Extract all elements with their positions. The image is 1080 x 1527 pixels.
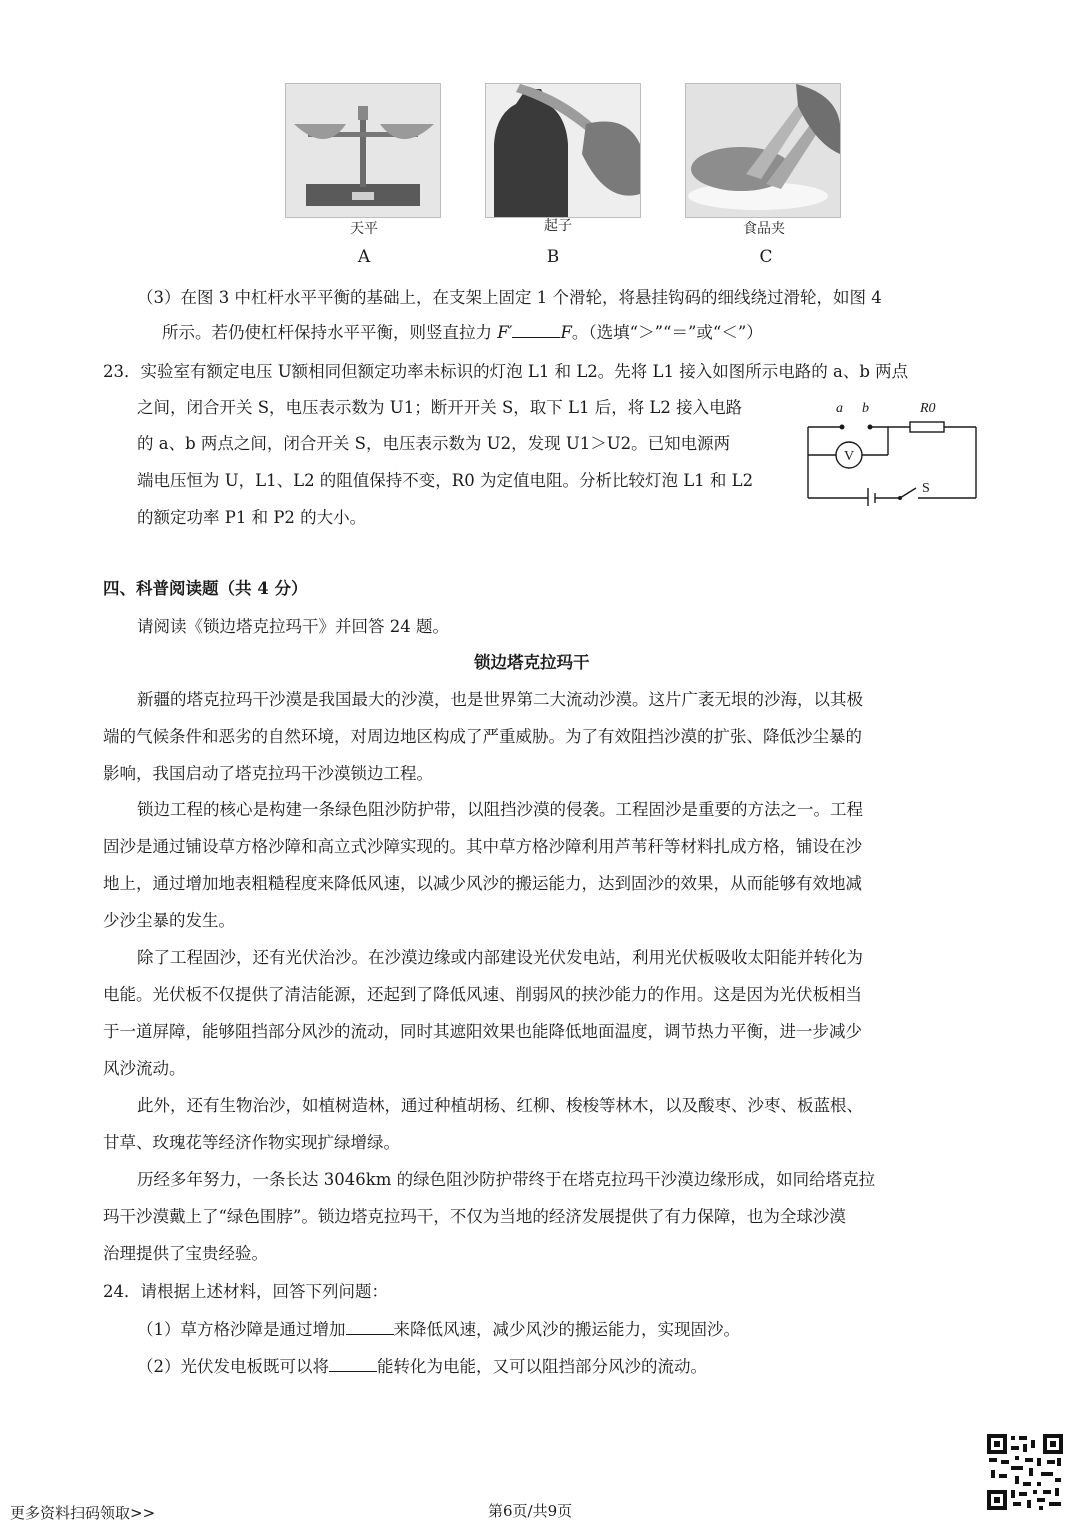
q22-3-line2: [162, 322, 763, 344]
page-number: 第6页/共9页: [488, 1502, 573, 1520]
voltmeter-label: V: [844, 449, 855, 464]
balance-image: [285, 83, 441, 218]
q24-stem: 24．请根据上述材料，回答下列问题：: [103, 1282, 388, 1301]
footer-promo[interactable]: 更多资料扫码领取>>: [10, 1504, 156, 1522]
option-a: A: [357, 247, 371, 267]
article-line: 治理提供了宝贵经验。: [103, 1244, 268, 1263]
q24-sub2-post: 能转化为电能，又可以阻挡部分风沙的流动。: [377, 1357, 707, 1376]
circuit-label-s: S: [922, 481, 930, 496]
circuit-label-r0: R0: [920, 401, 936, 416]
f-symbol: F: [560, 323, 572, 342]
article-line: 端的气候条件和恶劣的自然环境，对周边地区构成了严重威胁。为了有效阻挡沙漠的扩张、降低沙尘暴的: [103, 727, 862, 746]
bottle-opener-image: [485, 83, 641, 218]
food-tongs-image: [685, 83, 841, 218]
circuit-label-b: b: [862, 401, 869, 416]
article-line: 新疆的塔克拉玛干沙漠是我国最大的沙漠，也是世界第二大流动沙漠。这片广袤无垠的沙海，以其极: [137, 690, 863, 709]
qr-code-icon[interactable]: [985, 1432, 1065, 1512]
circuit-label-a: a: [836, 401, 843, 416]
article-line: 于一道屏障，能够阻挡部分风沙的流动，同时其遮阳效果也能降低地面温度，调节热力平衡，进一步减少: [103, 1022, 862, 1041]
article-line: 甘草、玫瑰花等经济作物实现扩绿增绿。: [103, 1133, 400, 1152]
q22-3-line2-post: 。（选填“＞”“＝”或“＜”）: [571, 323, 763, 342]
article-title: 锁边塔克拉玛干: [474, 653, 590, 672]
article-line: 地上，通过增加地表粗糙程度来降低风速，以减少风沙的搬运能力，达到固沙的效果，从而能够有效地减: [103, 874, 862, 893]
option-c: C: [759, 247, 773, 267]
q23-line3: 的 a、b 两点之间，闭合开关 S，电压表示数为 U2，发现 U1＞U2。已知电源两: [137, 434, 731, 453]
article-line: 少沙尘暴的发生。: [103, 911, 235, 930]
q24-sub2-pre: （2）光伏发电板既可以将: [137, 1357, 329, 1376]
circuit-diagram: [800, 394, 985, 506]
article-line: 玛干沙漠戴上了“绿色围脖”。锁边塔克拉玛干，不仅为当地的经济发展提供了有力保障，也为全球沙漠: [103, 1207, 846, 1226]
image-caption-b: 起子: [544, 218, 572, 234]
f-prime-symbol: F′: [497, 323, 513, 342]
q23-line2: 之间，闭合开关 S，电压表示数为 U1；断开开关 S，取下 L1 后，将 L2 接入电路: [137, 398, 743, 417]
article-line: 电能。光伏板不仅提供了清洁能源，还起到了降低风速、削弱风的挟沙能力的作用。这是因为光伏板相当: [103, 985, 862, 1004]
section4-intro: 请阅读《锁边塔克拉玛干》并回答 24 题。: [137, 617, 449, 636]
q24-sub1-pre: （1）草方格沙障是通过增加: [137, 1320, 346, 1339]
article-line: 影响，我国启动了塔克拉玛干沙漠锁边工程。: [103, 764, 433, 783]
q24-sub1: [137, 1319, 740, 1341]
q24-sub1-post: 来降低风速，减少风沙的搬运能力，实现固沙。: [393, 1320, 740, 1339]
article-line: 固沙是通过铺设草方格沙障和高立式沙障实现的。其中草方格沙障利用芦苇秆等材料扎成方格，铺设在沙: [103, 837, 862, 856]
image-caption-a: 天平: [350, 221, 378, 237]
article-line: 此外，还有生物治沙，如植树造林，通过种植胡杨、红柳、梭梭等林木，以及酸枣、沙枣、板蓝根、: [137, 1096, 863, 1115]
image-caption-c: 食品夹: [743, 221, 785, 237]
answer-blank[interactable]: [512, 323, 560, 338]
q24-sub2: [137, 1356, 707, 1378]
section4-heading: 四、科普阅读题（共 4 分）: [103, 579, 308, 598]
answer-blank[interactable]: [346, 1320, 394, 1335]
answer-blank[interactable]: [329, 1357, 377, 1372]
option-b: B: [546, 247, 560, 267]
q22-3-line1: （3）在图 3 中杠杆水平平衡的基础上，在支架上固定 1 个滑轮，将悬挂钩码的细线绕过滑轮，如图 4: [137, 288, 882, 307]
q22-3-line2-pre: 所示。若仍使杠杆保持水平平衡，则竖直拉力: [162, 323, 498, 342]
article-line: 风沙流动。: [103, 1059, 186, 1078]
article-line: 锁边工程的核心是构建一条绿色阻沙防护带，以阻挡沙漠的侵袭。工程固沙是重要的方法之一。工程: [137, 800, 863, 819]
q23-line1: 23．实验室有额定电压 U额相同但额定功率未标识的灯泡 L1 和 L2。先将 L1 接入如图所示电路的 a、b 两点: [103, 362, 909, 381]
q23-line4: 端电压恒为 U，L1、L2 的阻值保持不变，R0 为定值电阻。分析比较灯泡 L1 和 L2: [137, 471, 754, 490]
article-line: 除了工程固沙，还有光伏治沙。在沙漠边缘或内部建设光伏发电站，利用光伏板吸收太阳能并转化为: [137, 948, 863, 967]
q23-line5: 的额定功率 P1 和 P2 的大小。: [137, 508, 367, 527]
article-line: 历经多年努力，一条长达 3046km 的绿色阻沙防护带终于在塔克拉玛干沙漠边缘形成，如同给塔克拉: [137, 1170, 876, 1189]
